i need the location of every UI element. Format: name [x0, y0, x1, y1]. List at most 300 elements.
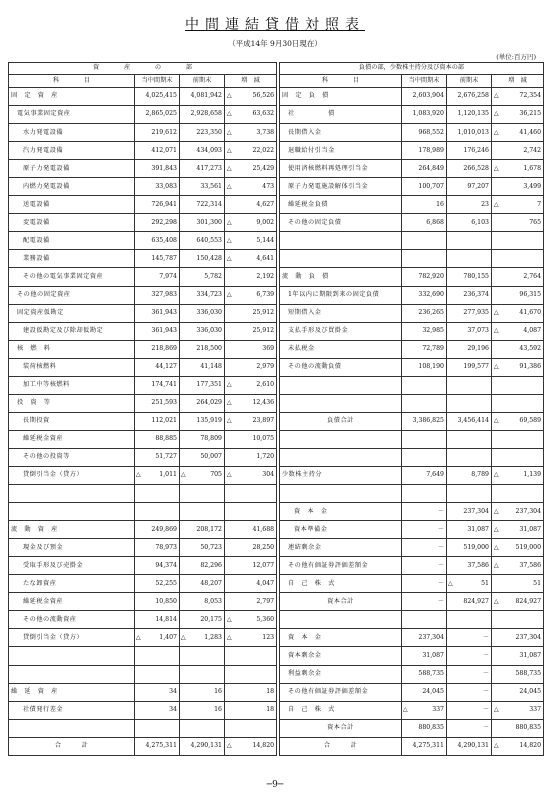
assets-table	[8, 62, 277, 756]
current-value: －	[409, 593, 447, 611]
current-sign	[135, 88, 142, 106]
previous-sign	[447, 106, 454, 124]
change-value: 31,087	[501, 647, 544, 665]
row-label: 連結剰余金	[280, 539, 402, 557]
previous-sign	[180, 737, 187, 755]
row-label: 資本準備金	[280, 521, 402, 539]
previous-value: 1,283	[187, 629, 225, 647]
previous-sign	[180, 124, 187, 142]
previous-sign	[180, 394, 187, 412]
row-label: 支払手形及び買掛金	[280, 322, 402, 340]
previous-sign	[180, 304, 187, 322]
change-value	[234, 485, 277, 503]
current-value	[409, 232, 447, 250]
current-value	[409, 430, 447, 448]
current-sign	[135, 683, 142, 701]
row-label	[280, 448, 402, 466]
table-row	[280, 539, 544, 557]
table-row	[280, 521, 544, 539]
current-value: 337	[409, 701, 447, 719]
previous-sign	[180, 485, 187, 503]
previous-value: 301,300	[187, 214, 225, 232]
current-sign	[402, 719, 409, 737]
table-row	[280, 629, 544, 647]
previous-value: 8,789	[454, 466, 492, 484]
current-value: 327,983	[142, 286, 180, 304]
previous-sign	[447, 394, 454, 412]
current-sign	[402, 683, 409, 701]
current-value: 14,814	[142, 611, 180, 629]
change-sign: △	[492, 701, 501, 719]
previous-sign	[447, 160, 454, 178]
change-value: 3,499	[501, 178, 544, 196]
previous-sign	[180, 160, 187, 178]
current-value: －	[409, 575, 447, 593]
current-value: 33,083	[142, 178, 180, 196]
table-row	[9, 358, 277, 376]
previous-sign	[180, 719, 187, 737]
previous-value: 1,120,135	[454, 106, 492, 124]
change-sign	[492, 430, 501, 448]
current-value: 237,304	[409, 629, 447, 647]
previous-sign	[180, 106, 187, 124]
current-sign	[402, 340, 409, 358]
change-sign	[492, 448, 501, 466]
current-value	[142, 665, 180, 683]
current-value: 4,275,311	[409, 737, 447, 755]
change-sign	[492, 142, 501, 160]
table-row	[280, 394, 544, 412]
row-label: 内燃力発電設備	[9, 178, 135, 196]
row-label: 資 本 金	[280, 629, 402, 647]
change-sign: △	[225, 376, 234, 394]
current-sign	[402, 557, 409, 575]
row-label: 固 定 資 産	[9, 88, 135, 106]
change-sign: △	[225, 629, 234, 647]
table-row	[280, 611, 544, 629]
previous-sign	[447, 232, 454, 250]
change-sign	[492, 719, 501, 737]
row-label: たな卸資産	[9, 575, 135, 593]
current-sign	[402, 214, 409, 232]
row-label: 短期借入金	[280, 304, 402, 322]
current-sign	[135, 719, 142, 737]
change-sign	[225, 503, 234, 521]
previous-value: 78,809	[187, 430, 225, 448]
change-sign	[492, 683, 501, 701]
current-sign	[402, 88, 409, 106]
current-sign	[135, 340, 142, 358]
change-sign: △	[492, 124, 501, 142]
current-sign	[402, 394, 409, 412]
current-sign	[402, 503, 409, 521]
previous-sign	[447, 340, 454, 358]
current-value: 6,868	[409, 214, 447, 232]
previous-value: 434,093	[187, 142, 225, 160]
previous-sign	[180, 611, 187, 629]
change-value: 2,764	[501, 268, 544, 286]
table-row	[9, 304, 277, 322]
row-label: 資 本 金	[280, 503, 402, 521]
row-label	[280, 232, 402, 250]
current-sign	[135, 214, 142, 232]
change-sign	[492, 214, 501, 232]
change-value: 3,738	[234, 124, 277, 142]
previous-value: 50,723	[187, 539, 225, 557]
previous-sign	[447, 611, 454, 629]
as-of-date: （平成14年 9月30日現在）	[228, 39, 322, 48]
current-value: 7,974	[142, 268, 180, 286]
table-row	[280, 196, 544, 214]
previous-sign	[447, 178, 454, 196]
change-value: 69,589	[501, 412, 544, 430]
previous-sign	[447, 701, 454, 719]
previous-value: 6,103	[454, 214, 492, 232]
previous-value: 51	[454, 575, 492, 593]
change-sign	[492, 575, 501, 593]
row-label: 1年以内に期限到来の固定負債	[280, 286, 402, 304]
row-label: 投 資 等	[9, 394, 135, 412]
table-row	[280, 232, 544, 250]
previous-sign	[447, 250, 454, 268]
previous-sign	[447, 737, 454, 755]
table-row	[9, 503, 277, 521]
row-label: 電気事業固定資産	[9, 106, 135, 124]
table-row	[280, 268, 544, 286]
current-sign	[135, 593, 142, 611]
table-row	[9, 466, 277, 484]
previous-sign	[447, 286, 454, 304]
change-value: 369	[234, 340, 277, 358]
table-row	[9, 719, 277, 737]
change-value: 519,000	[501, 539, 544, 557]
change-value: 56,526	[234, 88, 277, 106]
current-value: 236,265	[409, 304, 447, 322]
change-sign	[492, 611, 501, 629]
current-value	[409, 448, 447, 466]
change-sign	[225, 539, 234, 557]
previous-sign	[180, 683, 187, 701]
current-value: 108,190	[409, 358, 447, 376]
row-label: 負債合計	[280, 412, 402, 430]
current-value: 1,407	[142, 629, 180, 647]
previous-value: 29,196	[454, 340, 492, 358]
previous-value: 334,723	[187, 286, 225, 304]
change-sign	[225, 358, 234, 376]
change-sign: △	[492, 322, 501, 340]
previous-sign	[447, 503, 454, 521]
current-value: 24,045	[409, 683, 447, 701]
change-sign: △	[492, 539, 501, 557]
table-row	[9, 448, 277, 466]
current-sign	[402, 521, 409, 539]
current-value: －	[409, 503, 447, 521]
current-sign	[402, 466, 409, 484]
previous-sign	[180, 557, 187, 575]
current-value: 968,552	[409, 124, 447, 142]
table-row	[9, 124, 277, 142]
change-value: 237,304	[501, 503, 544, 521]
previous-value: 336,030	[187, 322, 225, 340]
row-label: その他の投資等	[9, 448, 135, 466]
previous-value: 208,172	[187, 521, 225, 539]
row-label: 合 計	[280, 737, 402, 755]
previous-value: 780,155	[454, 268, 492, 286]
change-value: 36,215	[501, 106, 544, 124]
previous-sign	[180, 593, 187, 611]
change-value	[501, 430, 544, 448]
change-value: 10,075	[234, 430, 277, 448]
change-sign	[225, 340, 234, 358]
table-row	[280, 575, 544, 593]
change-value: 41,688	[234, 521, 277, 539]
current-sign	[135, 178, 142, 196]
previous-sign	[447, 466, 454, 484]
current-sign	[135, 304, 142, 322]
change-sign	[225, 521, 234, 539]
current-sign	[402, 448, 409, 466]
previous-value: 33,561	[187, 178, 225, 196]
previous-value: 4,290,131	[454, 737, 492, 755]
previous-sign	[447, 142, 454, 160]
current-value: 7,649	[409, 466, 447, 484]
change-value: 63,632	[234, 106, 277, 124]
previous-value: 20,175	[187, 611, 225, 629]
previous-value	[454, 250, 492, 268]
previous-value: －	[454, 683, 492, 701]
change-sign	[225, 593, 234, 611]
current-sign	[402, 539, 409, 557]
change-sign	[225, 557, 234, 575]
change-sign	[492, 250, 501, 268]
change-value: 5,360	[234, 611, 277, 629]
change-value: 14,820	[501, 737, 544, 755]
change-value	[501, 485, 544, 503]
change-sign: △	[492, 593, 501, 611]
change-sign: △	[225, 160, 234, 178]
current-sign	[135, 430, 142, 448]
change-sign: △	[492, 106, 501, 124]
previous-sign	[180, 448, 187, 466]
current-value: 78,973	[142, 539, 180, 557]
previous-sign	[180, 214, 187, 232]
current-sign	[135, 268, 142, 286]
current-value: 145,787	[142, 250, 180, 268]
previous-value: 1,010,013	[454, 124, 492, 142]
change-value: 337	[501, 701, 544, 719]
table-row	[9, 178, 277, 196]
current-value: 588,735	[409, 665, 447, 683]
previous-sign	[180, 358, 187, 376]
change-sign: △	[225, 232, 234, 250]
row-label: 配電設備	[9, 232, 135, 250]
row-label: 建設仮勘定及び除却仮勘定	[9, 322, 135, 340]
previous-sign	[447, 593, 454, 611]
current-sign	[135, 412, 142, 430]
change-value: 28,250	[234, 539, 277, 557]
current-sign	[402, 737, 409, 755]
current-sign	[135, 737, 142, 755]
current-value: 16	[409, 196, 447, 214]
table-row	[9, 106, 277, 124]
previous-sign	[447, 430, 454, 448]
previous-value: 176,246	[454, 142, 492, 160]
col-header-change: 増 減	[492, 75, 544, 88]
table-row	[280, 503, 544, 521]
current-sign: △	[135, 466, 142, 484]
current-value: 249,869	[142, 521, 180, 539]
previous-value: 31,087	[454, 521, 492, 539]
row-label: 資本合計	[280, 593, 402, 611]
table-row	[9, 647, 277, 665]
current-sign	[402, 196, 409, 214]
change-sign	[225, 448, 234, 466]
table-row	[9, 88, 277, 106]
table-row	[280, 557, 544, 575]
current-sign	[135, 701, 142, 719]
table-row	[9, 575, 277, 593]
previous-sign	[180, 232, 187, 250]
current-sign	[135, 448, 142, 466]
change-value	[234, 719, 277, 737]
current-sign	[402, 593, 409, 611]
previous-value: 8,053	[187, 593, 225, 611]
table-row	[280, 322, 544, 340]
row-label	[280, 485, 402, 503]
previous-sign	[447, 124, 454, 142]
previous-sign	[180, 88, 187, 106]
change-sign	[225, 665, 234, 683]
current-sign	[402, 106, 409, 124]
change-sign	[492, 268, 501, 286]
row-label	[280, 250, 402, 268]
current-value	[409, 394, 447, 412]
previous-sign	[447, 683, 454, 701]
change-value: 25,912	[234, 304, 277, 322]
change-value: 2,192	[234, 268, 277, 286]
change-value: 1,139	[501, 466, 544, 484]
change-sign: △	[225, 250, 234, 268]
change-value: 4,641	[234, 250, 277, 268]
change-value: 880,835	[501, 719, 544, 737]
current-sign	[135, 142, 142, 160]
change-sign: △	[492, 466, 501, 484]
change-sign: △	[492, 160, 501, 178]
previous-sign	[447, 196, 454, 214]
change-value: 41,670	[501, 304, 544, 322]
current-value	[142, 503, 180, 521]
row-label: 貸倒引当金（貸方）	[9, 629, 135, 647]
previous-value: 640,553	[187, 232, 225, 250]
row-label: 使用済核燃料再処理引当金	[280, 160, 402, 178]
table-row	[9, 485, 277, 503]
change-value: 14,820	[234, 737, 277, 755]
current-sign	[135, 647, 142, 665]
change-value: 5,144	[234, 232, 277, 250]
previous-value	[454, 448, 492, 466]
current-sign	[135, 611, 142, 629]
change-sign: △	[492, 196, 501, 214]
current-sign	[135, 106, 142, 124]
change-value: 473	[234, 178, 277, 196]
table-row	[280, 737, 544, 755]
current-value	[142, 719, 180, 737]
current-value: 112,021	[142, 412, 180, 430]
previous-value: 23	[454, 196, 492, 214]
current-value: 178,989	[409, 142, 447, 160]
table-row	[9, 557, 277, 575]
previous-value: －	[454, 701, 492, 719]
change-value: 12,436	[234, 394, 277, 412]
table-row	[280, 340, 544, 358]
row-label: 少数株主持分	[280, 466, 402, 484]
previous-sign	[180, 340, 187, 358]
change-sign	[225, 485, 234, 503]
previous-value	[454, 430, 492, 448]
previous-value: 199,577	[454, 358, 492, 376]
row-label: その他の固定資産	[9, 286, 135, 304]
previous-value	[187, 647, 225, 665]
change-value: 18	[234, 683, 277, 701]
change-value	[234, 665, 277, 683]
previous-sign	[447, 539, 454, 557]
change-sign	[492, 340, 501, 358]
col-header-change: 増 減	[225, 75, 277, 88]
table-row	[9, 629, 277, 647]
current-sign: △	[402, 701, 409, 719]
change-value: 25,429	[234, 160, 277, 178]
table-row	[9, 196, 277, 214]
change-value: 41,460	[501, 124, 544, 142]
current-value: 391,843	[142, 160, 180, 178]
previous-sign	[447, 647, 454, 665]
current-value: 219,612	[142, 124, 180, 142]
row-label: 未払税金	[280, 340, 402, 358]
row-label: 利益剰余金	[280, 665, 402, 683]
row-label: 合 計	[9, 737, 135, 755]
change-sign: △	[225, 178, 234, 196]
previous-sign	[180, 430, 187, 448]
row-label: 繰延税金負債	[280, 196, 402, 214]
current-sign	[135, 557, 142, 575]
change-sign: △	[225, 412, 234, 430]
table-row	[9, 394, 277, 412]
table-row	[9, 214, 277, 232]
table-row	[280, 106, 544, 124]
table-row	[9, 412, 277, 430]
current-sign	[135, 521, 142, 539]
change-value: 1,720	[234, 448, 277, 466]
current-sign	[402, 412, 409, 430]
change-value: 2,610	[234, 376, 277, 394]
previous-value: 223,350	[187, 124, 225, 142]
previous-sign: △	[447, 575, 454, 593]
table-row	[280, 304, 544, 322]
previous-sign	[447, 665, 454, 683]
current-value: 4,025,415	[142, 88, 180, 106]
row-label: 長期投資	[9, 412, 135, 430]
current-sign	[402, 160, 409, 178]
previous-value: －	[454, 665, 492, 683]
current-value: 218,869	[142, 340, 180, 358]
change-sign	[225, 268, 234, 286]
previous-value: 4,290,131	[187, 737, 225, 755]
table-row	[280, 124, 544, 142]
row-label: 長期借入金	[280, 124, 402, 142]
row-label	[9, 665, 135, 683]
current-sign	[402, 322, 409, 340]
page-number: ─9─	[266, 780, 284, 790]
